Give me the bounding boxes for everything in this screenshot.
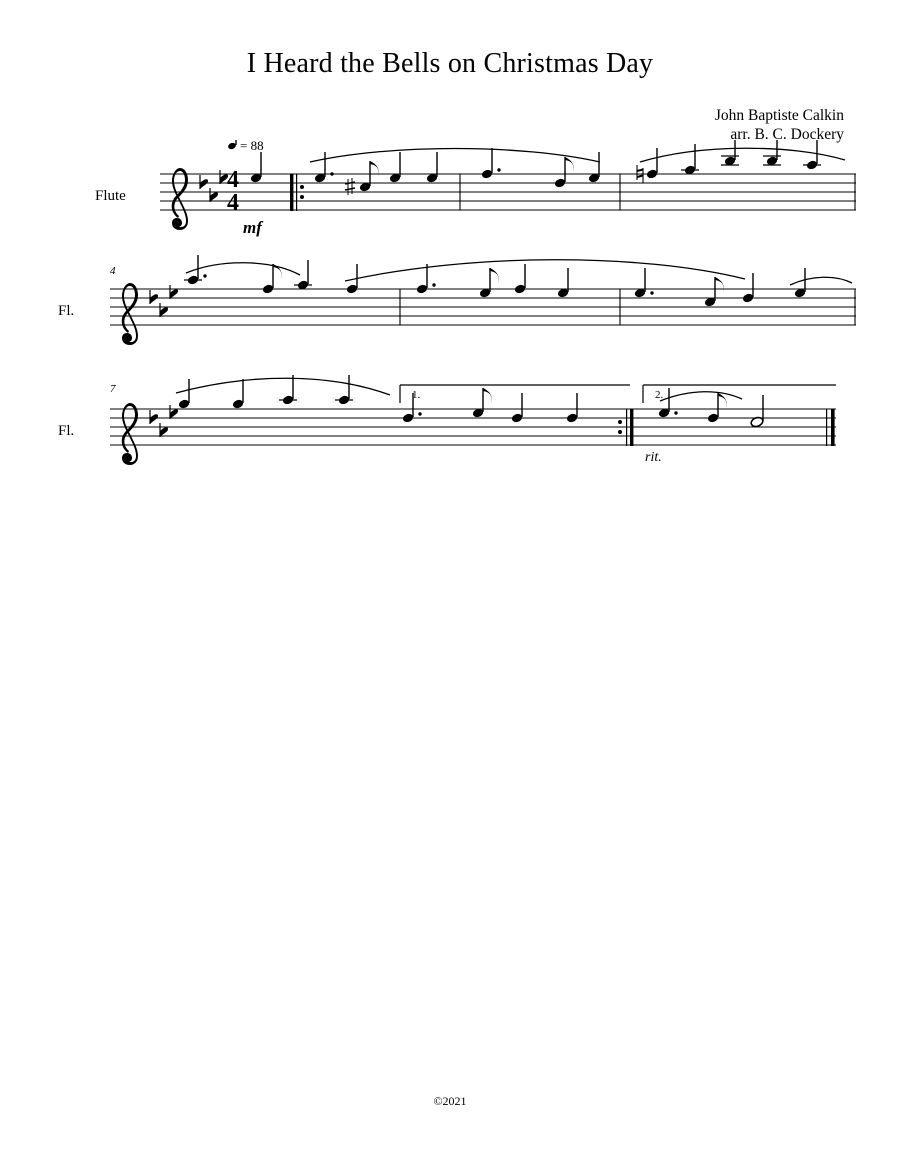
composer-credit: John Baptiste Calkin: [714, 107, 844, 124]
time-signature-bottom: 4: [227, 190, 239, 216]
instrument-label-short-2: Fl.: [58, 423, 75, 439]
rit-marking: rit.: [645, 450, 662, 465]
slur: [186, 263, 300, 275]
slur: [345, 260, 745, 281]
staff-system-3: [0, 365, 900, 495]
second-ending-bracket: [643, 385, 836, 403]
tempo-marking: = 88: [240, 138, 264, 153]
staff-system-2: [0, 255, 900, 375]
quarter-note-icon: [227, 140, 237, 150]
second-ending-label: 2.: [655, 389, 664, 401]
measure-number-7: 7: [110, 383, 116, 395]
music-system-2: [0, 255, 900, 375]
treble-clef-icon: [172, 168, 188, 230]
dynamic-mf: mf: [243, 218, 262, 237]
note-group: [637, 140, 821, 183]
key-signature-flats: [150, 405, 178, 437]
slur: [176, 378, 390, 395]
key-signature-flats: [150, 285, 178, 317]
staff-system-1: [0, 140, 900, 260]
slur: [790, 277, 852, 285]
measure-number-4: 4: [110, 265, 116, 277]
instrument-label-full: Flute: [95, 188, 126, 204]
page-title: I Heard the Bells on Christmas Day: [246, 48, 654, 79]
note-group: [658, 388, 764, 428]
key-signature-flats: [200, 170, 228, 202]
first-ending-bracket: [400, 385, 630, 403]
note-group: [0, 140, 438, 195]
time-signature-top: 4: [227, 167, 239, 193]
note-group: [416, 264, 569, 298]
slur: [310, 149, 600, 163]
slur: [660, 392, 742, 401]
copyright-notice: ©2021: [433, 1094, 467, 1108]
first-ending-label: 1.: [412, 389, 421, 401]
arranger-credit: arr. B. C. Dockery: [730, 126, 844, 143]
note-group: [481, 148, 600, 188]
note-head: [250, 152, 262, 183]
treble-clef-icon: [122, 283, 138, 345]
treble-clef-icon: [122, 403, 138, 465]
music-system-3: [0, 365, 900, 485]
instrument-label-short-1: Fl.: [58, 303, 75, 319]
music-system-1: [0, 140, 900, 260]
slur: [640, 148, 845, 162]
